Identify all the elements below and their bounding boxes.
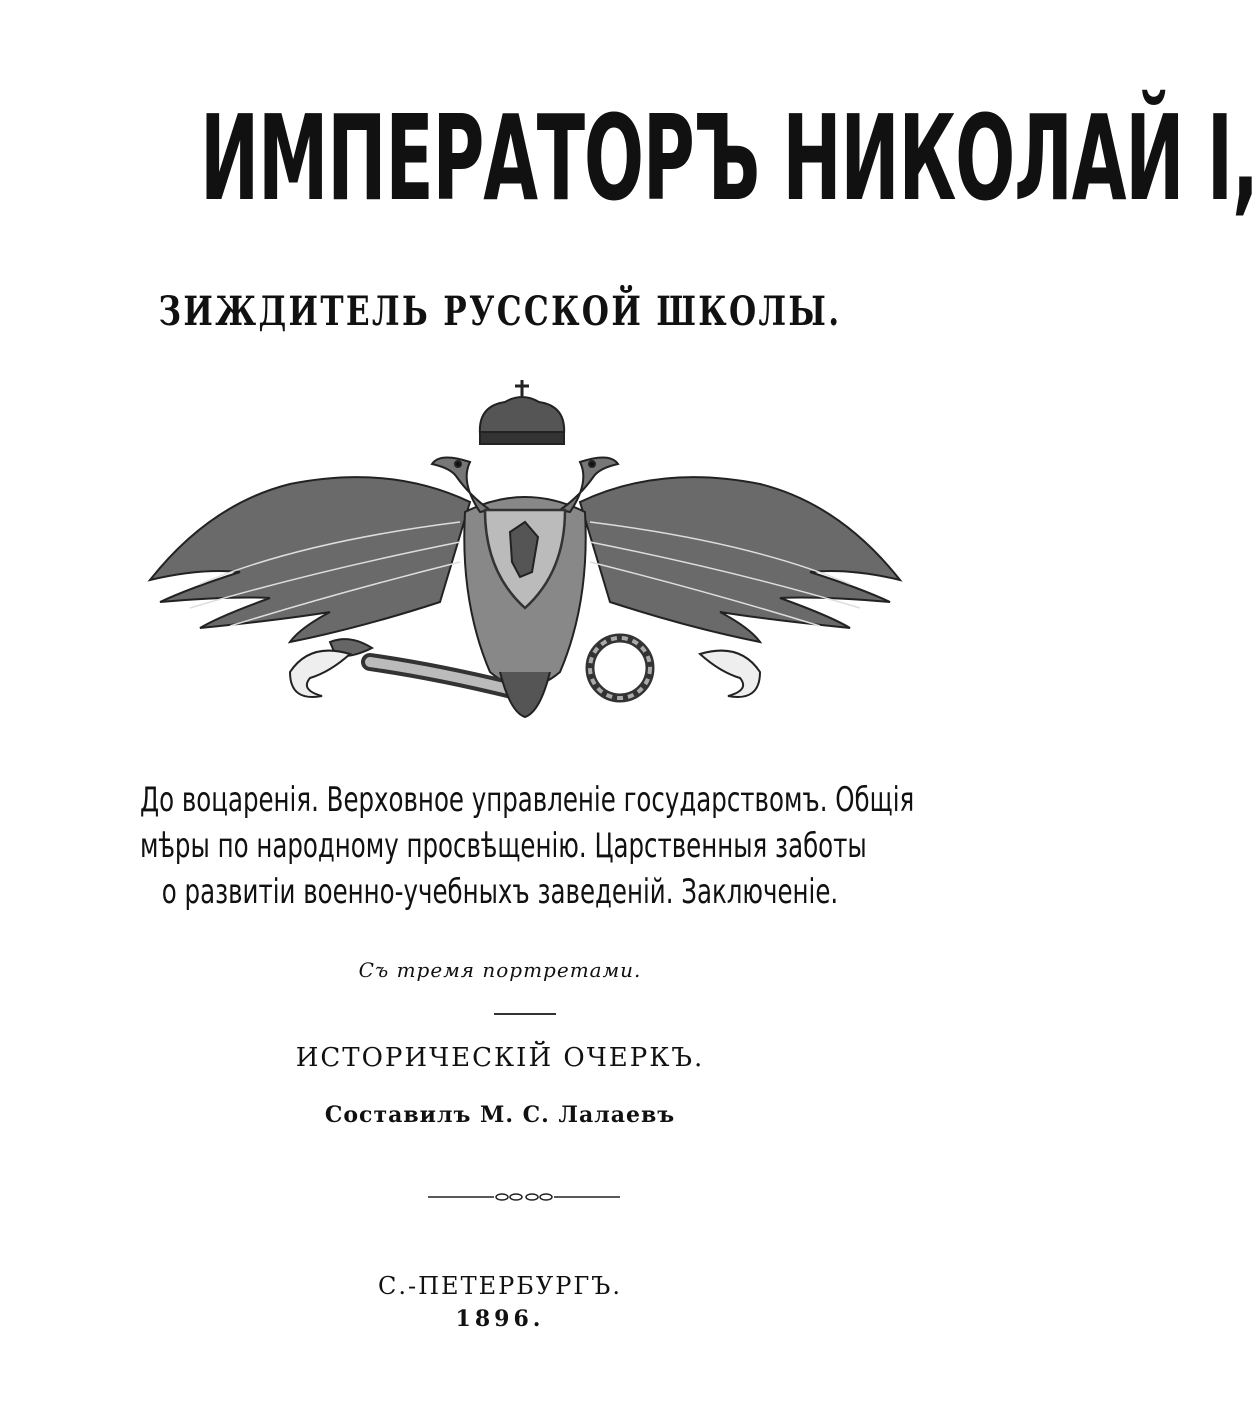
essay-type: ИСТОРИЧЕСКІЙ ОЧЕРКЪ.: [295, 1043, 705, 1073]
ornament-divider-icon: [428, 1187, 620, 1207]
contents-line-3: о развитіи военно-учебныхъ заведеній. Заключеніе.: [161, 872, 839, 912]
imprint-city: С.-ПЕТЕРБУРГЪ.: [378, 1272, 622, 1300]
book-subtitle: ЗИЖДИТЕЛЬ РУССКОЙ ШКОЛЫ.: [158, 288, 842, 335]
contents-line-1: До воцаренія. Верховное управленіе государствомъ. Общія: [140, 780, 915, 820]
contents-line-2: мѣры по народному просвѣщенію. Царственныя заботы: [140, 826, 867, 866]
author-credit: Составилъ М. С. Лалаевъ: [324, 1102, 676, 1128]
book-title: ИМПЕРАТОРЪ НИКОЛАЙ I,: [200, 89, 1258, 227]
imprint-year: 1896.: [455, 1306, 545, 1332]
double-headed-eagle-icon: [140, 372, 910, 732]
divider-rule: [494, 1013, 556, 1015]
crown-icon: [480, 380, 564, 444]
portraits-note: Съ тремя портретами.: [358, 958, 642, 982]
